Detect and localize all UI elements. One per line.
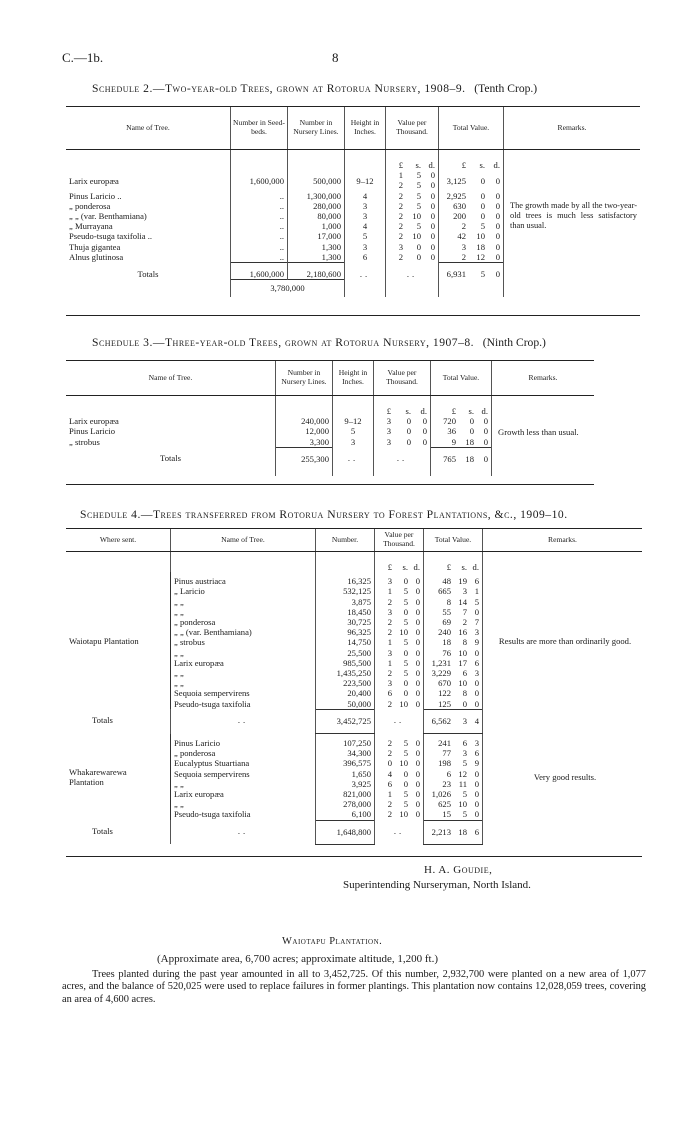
section-subheading: (Approximate area, 6,700 acres; approximate altitude, 1,200 ft.) — [157, 953, 439, 965]
value-cell: 720 0 0 — [431, 416, 492, 426]
tree-name: Larix europæa — [69, 416, 119, 427]
value-cell: 2 5 0 — [375, 748, 424, 758]
value-cell: 55 7 0 — [424, 607, 483, 617]
seed-beds: .. — [231, 191, 288, 201]
number: 20,400 — [316, 688, 375, 698]
value-cell: 0 10 0 — [375, 758, 424, 768]
schedule4-table — [66, 528, 642, 845]
tree-name: „ „ (var. Benthamiana) — [69, 211, 147, 222]
empty-cell: .. — [375, 820, 424, 844]
value-cell: 2 10 0 — [375, 627, 424, 637]
seed-beds: .. — [231, 211, 288, 221]
value-cell: 69 2 7 — [424, 617, 483, 627]
lsd-unit-cell — [492, 396, 595, 417]
value-cell: 2,213 18 6 — [424, 820, 483, 844]
value-cell: 2 5 0 — [375, 617, 424, 627]
value-cell: 2 5 0 — [375, 734, 424, 749]
schedule4-title: Schedule 4.—Trees transferred from Rotorua Nursery to Forest Plantations, &c., 1909–10. — [80, 508, 568, 521]
totals-label: Totals — [160, 453, 181, 464]
value-cell: 4 0 0 — [375, 769, 424, 779]
tree-name: „ Laricio — [174, 586, 205, 597]
number: 96,325 — [316, 627, 375, 637]
nursery-lines: 80,000 — [288, 211, 345, 221]
value-cell: 2,925 0 0 — [439, 191, 504, 201]
nursery-lines: 3,300 — [276, 437, 333, 448]
lsd-unit-row — [66, 150, 640, 171]
col-total: Total Value. — [439, 107, 504, 150]
value-cell: 2 5 0 — [386, 191, 439, 201]
col-name: Name of Tree. — [171, 529, 316, 552]
height: 9–12 — [333, 416, 374, 426]
number: 16,325 — [316, 572, 375, 586]
tree-name: „ „ — [174, 606, 184, 617]
totals-number: 3,452,725 — [316, 709, 375, 733]
value-cell: 23 11 0 — [424, 779, 483, 789]
height: 3 — [345, 201, 386, 211]
totals-row — [66, 709, 642, 733]
number: 30,725 — [316, 617, 375, 627]
lsd-unit-cell: £ s. d. — [431, 396, 492, 417]
totals-row — [66, 263, 640, 280]
schedule3-table — [66, 360, 594, 476]
tree-name: Larix europæa — [174, 789, 224, 800]
remarks-cell: Very good results. — [483, 734, 643, 821]
lsd-unit-cell — [504, 150, 641, 171]
number: 985,500 — [316, 658, 375, 668]
value-cell: 1 5 0 — [375, 789, 424, 799]
tree-name: „ „ — [174, 668, 184, 679]
lsd-unit-cell — [288, 150, 345, 171]
nursery-lines: 12,000 — [276, 426, 333, 436]
col-total: Total Value. — [424, 529, 483, 552]
value-cell: 1 5 0 — [375, 637, 424, 647]
lsd-unit-cell — [66, 396, 276, 417]
lsd-unit-cell — [171, 552, 316, 573]
value-cell: 200 0 0 — [439, 211, 504, 221]
col-value: Value per Thousand. — [375, 529, 424, 552]
totals-row — [66, 447, 594, 475]
value-cell: 2 12 0 — [439, 252, 504, 263]
value-cell: 48 19 6 — [424, 572, 483, 586]
nursery-lines: 240,000 — [276, 416, 333, 426]
tree-name: „ strobus — [174, 637, 205, 648]
value-cell: 6 0 0 — [375, 779, 424, 789]
combined-total: 3,780,000 — [231, 280, 345, 298]
where-sent: Whakarewarewa Plantation — [66, 734, 171, 821]
height: 4 — [345, 221, 386, 231]
lsd-unit-cell — [316, 552, 375, 573]
table-row — [66, 572, 642, 586]
height: 3 — [345, 242, 386, 252]
value-cell: 625 10 0 — [424, 799, 483, 809]
col-name: Name of Tree. — [66, 107, 231, 150]
height: 3 — [333, 437, 374, 448]
col-remarks: Remarks. — [492, 361, 595, 396]
seed-beds: .. — [231, 221, 288, 231]
number: 1,435,250 — [316, 668, 375, 678]
col-name: Name of Tree. — [66, 361, 276, 396]
col-remarks: Remarks. — [483, 529, 643, 552]
empty-cell: .. — [171, 820, 316, 844]
totals-number: 1,648,800 — [316, 820, 375, 844]
seed-beds: .. — [231, 231, 288, 241]
value-cell: 9 18 0 — [431, 437, 492, 448]
empty-cell — [66, 280, 231, 298]
value-cell: 3 18 0 — [439, 242, 504, 252]
nursery-lines: 280,000 — [288, 201, 345, 211]
totals-label: Totals — [92, 826, 113, 837]
section-heading: Waiotapu Plantation. — [282, 936, 383, 947]
section-paragraph: Trees planted during the past year amounted in all to 3,452,725. Of this number, 2,932,700 were planted on a new area of 1,077 acres, and the balance of 520,025 were used to replace failures in former plantings. This plantation now contains 12,028,059 trees, covering an area of 4,600 acres. — [62, 969, 646, 1005]
value-cell: 765 18 0 — [431, 447, 492, 475]
value-cell: 2 10 0 — [386, 211, 439, 221]
tree-name: „ „ — [174, 647, 184, 658]
tree-name: „ „ (var. Benthamiana) — [174, 627, 252, 638]
col-height: Height in Inches. — [345, 107, 386, 150]
height: 3 — [345, 211, 386, 221]
tree-name: Sequoia sempervirens — [174, 768, 250, 779]
height: 9–12 — [345, 170, 386, 190]
tree-name: „ „ — [174, 678, 184, 689]
number: 223,500 — [316, 678, 375, 688]
schedule2-end-rule — [66, 315, 640, 316]
value-cell: 670 10 0 — [424, 678, 483, 688]
value-cell: 630 0 0 — [439, 201, 504, 211]
lsd-unit-row — [66, 396, 594, 417]
value-cell: 2 5 0 — [386, 221, 439, 231]
tree-name: Larix europæa — [174, 657, 224, 668]
empty-cell: .. — [375, 709, 424, 733]
totals-row — [66, 820, 642, 844]
tree-name: Pseudo-tsuga taxifolia .. — [69, 231, 153, 242]
tree-name: Pseudo-tsuga taxifolia — [174, 809, 251, 820]
empty-cell — [483, 820, 643, 844]
table-row — [66, 170, 640, 190]
value-cell: 36 0 0 — [431, 426, 492, 436]
value-cell: 6 12 0 — [424, 769, 483, 779]
value-cell: 2 10 0 — [386, 231, 439, 241]
tree-name: „ Murrayana — [69, 221, 113, 232]
totals-label: Totals — [137, 268, 159, 279]
empty-cell: .. — [171, 709, 316, 733]
number: 107,250 — [316, 734, 375, 749]
col-value: Value per Thousand. — [374, 361, 431, 396]
seed-beds: 1,600,000 — [231, 170, 288, 190]
tree-name: „ ponderosa — [174, 617, 216, 628]
number: 34,300 — [316, 748, 375, 758]
number: 821,000 — [316, 789, 375, 799]
value-cell: 1 5 0 2 5 0 — [386, 170, 439, 190]
value-cell: 18 8 9 — [424, 637, 483, 647]
remarks-cell: The growth made by all the two-year-old trees is much less satisfactory than usual. — [504, 170, 641, 262]
value-cell: 3,229 6 3 — [424, 668, 483, 678]
value-cell: 665 3 1 — [424, 586, 483, 596]
tree-name: „ „ — [174, 778, 184, 789]
document-reference: C.—1b. — [62, 50, 104, 65]
tree-name: „ strobus — [69, 436, 100, 447]
totals-label: Totals — [92, 715, 113, 726]
value-cell: 125 0 0 — [424, 699, 483, 710]
tree-name: Eucalyptus Stuartiana — [174, 758, 250, 769]
height: 5 — [333, 426, 374, 436]
number: 14,750 — [316, 637, 375, 647]
lsd-unit-cell: £ s. d. — [386, 150, 439, 171]
value-cell: 15 5 0 — [424, 809, 483, 820]
tree-name: Alnus glutinosa — [69, 251, 124, 262]
tree-name: „ „ — [174, 799, 184, 810]
lsd-unit-cell: £ s. d. — [374, 396, 431, 417]
value-cell: 6 0 0 — [375, 688, 424, 698]
value-cell: 2 10 0 — [375, 809, 424, 820]
empty-cell: .. — [374, 447, 431, 475]
value-cell: 198 5 9 — [424, 758, 483, 768]
col-seed: Number in Seed-beds. — [231, 107, 288, 150]
height: 6 — [345, 252, 386, 263]
empty-cell — [386, 280, 439, 298]
nursery-lines: 1,300 — [288, 242, 345, 252]
totals-lines: 255,300 — [276, 447, 333, 475]
nursery-lines: 1,000 — [288, 221, 345, 231]
tree-name: Pseudo-tsuga taxifolia — [174, 698, 251, 709]
lsd-unit-cell — [66, 150, 231, 171]
col-where: Where sent. — [66, 529, 171, 552]
where-sent: Waiotapu Plantation — [66, 572, 171, 709]
value-cell: 2 0 0 — [386, 252, 439, 263]
lsd-unit-cell — [333, 396, 374, 417]
number: 1,650 — [316, 769, 375, 779]
number: 3,875 — [316, 597, 375, 607]
value-cell: 1,231 17 6 — [424, 658, 483, 668]
value-cell: 3 0 0 — [374, 416, 431, 426]
value-cell: 2 5 0 — [439, 221, 504, 231]
value-cell: 240 16 3 — [424, 627, 483, 637]
empty-cell — [492, 447, 595, 475]
value-cell: 3,125 0 0 — [439, 170, 504, 190]
seed-beds: .. — [231, 201, 288, 211]
number: 6,100 — [316, 809, 375, 820]
tree-name: „ ponderosa — [174, 748, 216, 759]
col-number: Number. — [316, 529, 375, 552]
empty-cell — [345, 280, 386, 298]
value-cell: 2 5 0 — [375, 668, 424, 678]
lsd-unit-cell — [276, 396, 333, 417]
col-lines: Number in Nursery Lines. — [276, 361, 333, 396]
height: 4 — [345, 191, 386, 201]
value-cell: 1 5 0 — [375, 658, 424, 668]
value-cell: 3 0 0 — [375, 648, 424, 658]
value-cell: 3 0 0 — [375, 572, 424, 586]
value-cell: 2 10 0 — [375, 699, 424, 710]
number: 532,125 — [316, 586, 375, 596]
col-lines: Number in Nursery Lines. — [288, 107, 345, 150]
number: 25,500 — [316, 648, 375, 658]
value-cell: 3 0 0 — [374, 437, 431, 448]
tree-name: Pinus Laricio — [69, 426, 116, 437]
lsd-unit-cell — [483, 552, 643, 573]
value-cell: 3 0 0 — [375, 607, 424, 617]
value-cell: 241 6 3 — [424, 734, 483, 749]
tree-name: „ ponderosa — [69, 200, 111, 211]
value-cell: 6,562 3 4 — [424, 709, 483, 733]
value-cell: 1,026 5 0 — [424, 789, 483, 799]
col-height: Height in Inches. — [333, 361, 374, 396]
value-cell: 2 5 0 — [375, 799, 424, 809]
nursery-lines: 1,300 — [288, 252, 345, 263]
page-number: 8 — [332, 50, 339, 65]
schedule2-title: Schedule 2.—Two-year-old Trees, grown at Rotorua Nursery, 1908–9. (Tenth Crop.) — [92, 82, 538, 95]
seed-beds: .. — [231, 252, 288, 263]
empty-cell: .. — [333, 447, 374, 475]
schedule3-end-rule — [66, 484, 594, 485]
lsd-unit-cell: £ s. d. — [439, 150, 504, 171]
tree-name: „ „ — [174, 596, 184, 607]
empty-cell: .. — [345, 263, 386, 280]
empty-cell — [504, 263, 641, 280]
signature-title: Superintending Nurseryman, North Island. — [343, 879, 531, 891]
number: 50,000 — [316, 699, 375, 710]
value-cell: 3 0 0 — [374, 426, 431, 436]
lsd-unit-row — [66, 552, 642, 573]
empty-cell — [483, 709, 643, 733]
value-cell: 42 10 0 — [439, 231, 504, 241]
nursery-lines: 500,000 — [288, 170, 345, 190]
totals-seed: 1,600,000 — [231, 263, 288, 280]
number: 3,925 — [316, 779, 375, 789]
remarks-cell: Growth less than usual. — [492, 416, 595, 447]
col-remarks: Remarks. — [504, 107, 641, 150]
signature-name: H. A. Goudie, — [424, 864, 493, 876]
lsd-unit-cell: £ s. d. — [375, 552, 424, 573]
lsd-unit-cell: £ s. d. — [424, 552, 483, 573]
tree-name: Pinus Laricio — [171, 734, 316, 749]
col-total: Total Value. — [431, 361, 492, 396]
value-cell: 3 0 0 — [375, 678, 424, 688]
totals-lines: 2,180,600 — [288, 263, 345, 280]
schedule2-table — [66, 106, 640, 297]
empty-cell — [504, 280, 641, 298]
remarks-cell: Results are more than ordinarily good. — [483, 572, 643, 709]
value-cell: 76 10 0 — [424, 648, 483, 658]
lsd-unit-cell — [66, 552, 171, 573]
value-cell: 2 5 0 — [375, 597, 424, 607]
table-row — [66, 416, 594, 426]
table-row — [66, 734, 642, 749]
number: 18,450 — [316, 607, 375, 617]
seed-beds: .. — [231, 242, 288, 252]
tree-name: Pinus austriaca — [171, 572, 316, 586]
schedule3-title: Schedule 3.—Three-year-old Trees, grown at Rotorua Nursery, 1907–8. (Ninth Crop.) — [92, 336, 546, 349]
schedule4-end-rule — [66, 856, 642, 857]
col-value: Value per Thousand. — [386, 107, 439, 150]
nursery-lines: 17,000 — [288, 231, 345, 241]
tree-name: Thuja gigantea — [69, 241, 121, 252]
nursery-lines: 1,300,000 — [288, 191, 345, 201]
number: 396,575 — [316, 758, 375, 768]
empty-cell — [439, 280, 504, 298]
value-cell: 8 14 5 — [424, 597, 483, 607]
value-cell: 6,931 5 0 — [439, 263, 504, 280]
value-cell: 3 0 0 — [386, 242, 439, 252]
height: 5 — [345, 231, 386, 241]
value-cell: 2 5 0 — [386, 201, 439, 211]
value-cell: 122 8 0 — [424, 688, 483, 698]
lsd-unit-cell — [231, 150, 288, 171]
empty-cell: .. — [386, 263, 439, 280]
combined-row — [66, 280, 640, 298]
value-cell: 77 3 6 — [424, 748, 483, 758]
lsd-unit-cell — [345, 150, 386, 171]
tree-name: Larix europæa — [69, 176, 119, 187]
tree-name: Pinus Laricio .. — [69, 190, 122, 201]
number: 278,000 — [316, 799, 375, 809]
tree-name: Sequoia sempervirens — [174, 688, 250, 699]
value-cell: 1 5 0 — [375, 586, 424, 596]
